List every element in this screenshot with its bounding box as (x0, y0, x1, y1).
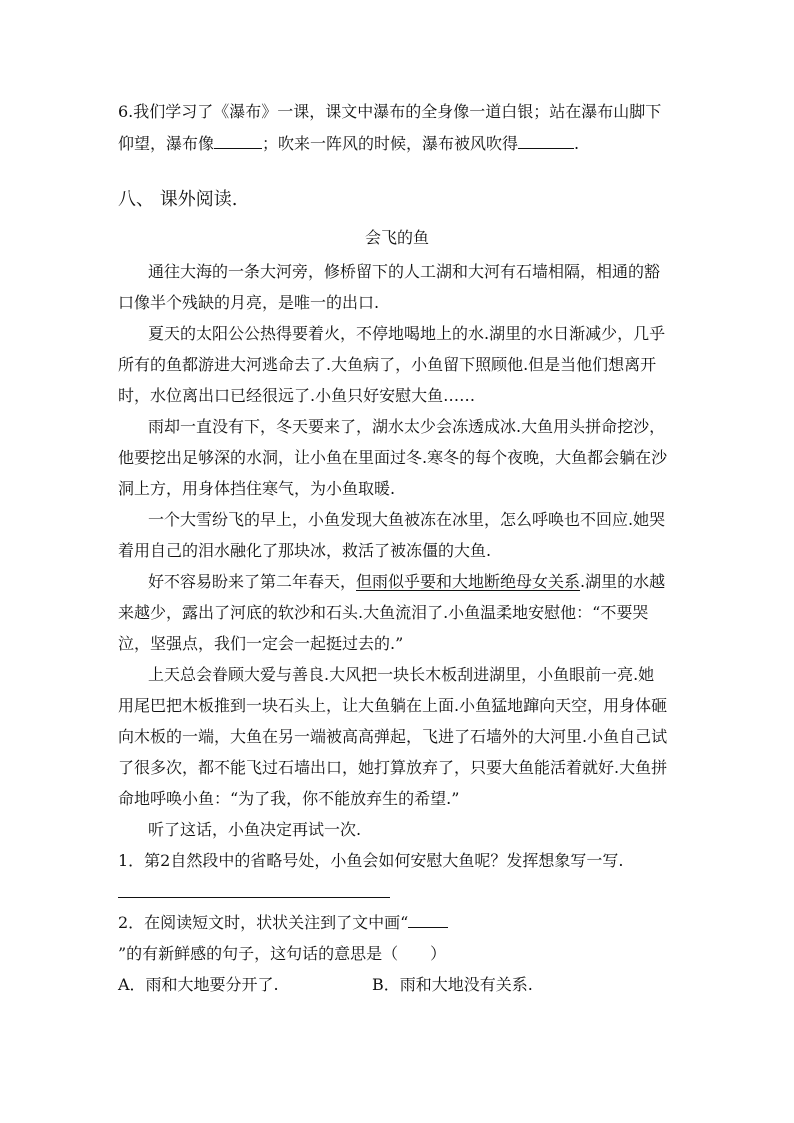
question-2-line-2: ”的有新鲜感的句子，这句话的意思是（ ） (118, 944, 447, 963)
question-2-blank (408, 913, 448, 928)
q6-text-c: . (574, 134, 580, 153)
story-line: 所有的鱼都游进大河逃命去了.大鱼病了，小鱼留下照顾他.但是当他们想离开 (118, 355, 657, 374)
option-a[interactable]: A．雨和大地要分开了. (118, 975, 279, 994)
story-line: 时，水位离出口已经很远了.小鱼只好安慰大鱼…… (118, 386, 476, 405)
story-line: 用尾巴把木板推到一块石头上，让大鱼躺在上面.小鱼猛地蹿向天空，用身体砸 (118, 696, 668, 715)
option-b[interactable]: B．雨和大地没有关系. (372, 975, 533, 994)
story-line: 上天总会眷顾大爱与善良.大风把一块长木板刮进湖里，小鱼眼前一亮.她 (148, 665, 655, 684)
story-line: 着用自己的泪水融化了那块冰，救活了被冻僵的大鱼. (118, 541, 492, 560)
section-heading: 八、 课外阅读. (118, 189, 238, 210)
question-2-text: 2．在阅读短文时，状状关注到了文中画“ (118, 913, 409, 932)
story-line: 一个大雪纷飞的早上，小鱼发现大鱼被冻在冰里，怎么呼唤也不回应.她哭 (148, 510, 666, 529)
story-line: 泣，坚强点，我们一定会一起挺过去的.” (118, 634, 404, 653)
answer-line[interactable] (118, 897, 390, 898)
q6-line-2 (118, 134, 579, 154)
story-line: 雨却一直没有下，冬天要来了，湖水太少会冻透成冰.大鱼用头拼命挖沙， (148, 417, 666, 436)
story-line: 他要挖出足够深的水洞，让小鱼在里面过冬.寒冬的每个夜晚，大鱼都会躺在沙 (118, 448, 668, 467)
story-text: 好不容易盼来了第二年春天， (148, 572, 357, 591)
story-text: .湖里的水越 (580, 572, 666, 591)
story-line: 命地呼唤小鱼：“为了我，你不能放弃生的希望.” (118, 789, 460, 808)
q6-blank-2[interactable] (518, 134, 574, 149)
story-line-underlined-sentence (148, 572, 665, 592)
q6-text-b: ；吹来一阵风的时候，瀑布被风吹得 (262, 134, 519, 153)
q6-blank-1[interactable] (214, 134, 262, 149)
story-line: 夏天的太阳公公热得要着火，不停地喝地上的水.湖里的水日渐减少，几乎 (148, 324, 666, 343)
q6-line-1: 6.我们学习了《瀑布》一课，课文中瀑布的全身像一道白银；站在瀑布山脚下 (118, 102, 662, 121)
story-line: 通往大海的一条大河旁，修桥留下的人工湖和大河有石墙相隔，相通的豁 (148, 262, 661, 281)
story-line: 来越少，露出了河底的软沙和石头.大鱼流泪了.小鱼温柔地安慰他：“不要哭 (118, 603, 649, 622)
story-line: 洞上方，用身体挡住寒气，为小鱼取暖. (118, 479, 396, 498)
question-2-line-1 (118, 913, 448, 933)
question-1: 1．第2自然段中的省略号处，小鱼会如何安慰大鱼呢？发挥想象写一写. (118, 851, 624, 870)
story-title: 会飞的鱼 (364, 228, 429, 247)
story-line: 听了这话，小鱼决定再试一次. (148, 820, 362, 839)
underlined-sentence: 但雨似乎要和大地断绝母女关系 (356, 572, 581, 591)
q6-text-a: 仰望，瀑布像 (118, 134, 215, 153)
story-line: 了很多次，都不能飞过石墙出口，她打算放弃了，只要大鱼能活着就好.大鱼拼 (118, 758, 668, 777)
story-line: 向木板的一端，大鱼在另一端被高高弹起，飞进了石墙外的大河里.小鱼自己试 (118, 727, 668, 746)
story-line: 口像半个残缺的月亮，是唯一的出口. (118, 293, 380, 312)
